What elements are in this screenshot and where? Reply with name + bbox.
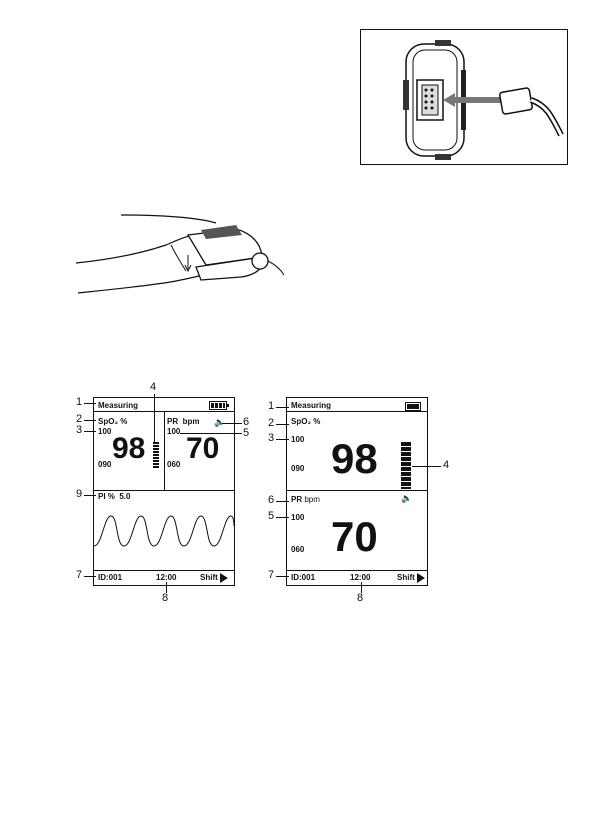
right-display xyxy=(286,397,428,586)
spo2-low-limit: 090 xyxy=(98,460,112,469)
patient-id: ID:001 xyxy=(291,573,316,582)
mid-divider xyxy=(94,490,234,491)
pr-high-limit: 100 xyxy=(167,427,181,436)
connector-illustration xyxy=(360,29,568,165)
callout-9-line xyxy=(84,495,96,496)
finger-probe-illustration xyxy=(76,205,286,300)
spo2-high-limit: 100 xyxy=(291,435,305,444)
callout-6: 6 xyxy=(243,416,250,428)
pr-unit: bpm xyxy=(304,495,320,504)
callout-3-line xyxy=(276,439,289,440)
callout-1: 1 xyxy=(268,400,275,412)
patient-id: ID:001 xyxy=(98,573,123,582)
pi-label-text: PI % xyxy=(98,492,115,501)
callout-8: 8 xyxy=(357,592,364,604)
battery-icon xyxy=(405,402,421,411)
spo2-value: 98 xyxy=(331,435,378,482)
play-arrow-icon xyxy=(220,573,228,583)
hand-with-sensor-drawing xyxy=(76,205,286,300)
callout-2-line xyxy=(276,424,289,425)
callout-5-line xyxy=(180,433,242,434)
pleth-waveform xyxy=(94,506,234,566)
spo2-label: SpO₂ % xyxy=(291,417,321,426)
pr-low-limit: 060 xyxy=(291,545,305,554)
shift-button[interactable] xyxy=(200,573,228,583)
callout-1: 1 xyxy=(76,396,83,408)
callout-7-line xyxy=(84,576,96,577)
pr-value: 70 xyxy=(186,432,220,465)
callout-5: 5 xyxy=(243,427,250,439)
callout-1-line xyxy=(276,407,289,408)
callout-7-line xyxy=(276,576,289,577)
callout-3: 3 xyxy=(76,424,83,436)
vertical-divider xyxy=(164,411,165,490)
status-text: Measuring xyxy=(291,401,332,410)
callout-2: 2 xyxy=(268,417,275,429)
status-text: Measuring xyxy=(98,401,139,410)
shift-label: Shift xyxy=(200,573,218,583)
callout-1-line xyxy=(84,403,96,404)
clock-time: 12:00 xyxy=(156,573,177,582)
pulse-bar-graph xyxy=(401,442,411,489)
callout-7: 7 xyxy=(76,569,83,581)
probe-connector-drawing xyxy=(361,30,567,164)
callout-8: 8 xyxy=(162,592,169,604)
callout-6: 6 xyxy=(268,494,275,506)
callout-3-line xyxy=(84,431,96,432)
pr-value: 70 xyxy=(331,513,378,560)
pr-label xyxy=(167,417,199,426)
speaker-icon: 🔈 xyxy=(214,417,226,427)
callout-6-line xyxy=(222,423,242,424)
pr-unit: bpm xyxy=(182,417,200,426)
callout-2-line xyxy=(84,420,96,421)
spo2-high-limit: 100 xyxy=(98,427,112,436)
shift-label: Shift xyxy=(397,573,415,583)
callout-5-line xyxy=(276,517,289,518)
pi-label xyxy=(98,492,130,501)
callout-6-line xyxy=(276,501,289,502)
callout-2: 2 xyxy=(76,413,83,425)
callout-7: 7 xyxy=(268,569,275,581)
mid-divider xyxy=(287,490,427,491)
pr-low-limit: 060 xyxy=(167,460,181,469)
pi-value: 5.0 xyxy=(119,492,131,501)
shift-button[interactable] xyxy=(397,573,425,583)
pr-label-text: PR xyxy=(167,417,179,426)
header-divider xyxy=(287,411,427,412)
callout-4-line xyxy=(154,394,155,442)
speaker-icon: 🔈 xyxy=(401,493,413,503)
footer-divider xyxy=(94,570,234,571)
pr-label-text: PR xyxy=(291,495,303,504)
spo2-label: SpO₂ % xyxy=(98,417,128,426)
clock-time: 12:00 xyxy=(350,573,371,582)
battery-icon xyxy=(209,401,227,410)
left-display xyxy=(93,397,235,586)
spo2-low-limit: 090 xyxy=(291,464,305,473)
play-arrow-icon xyxy=(417,573,425,583)
callout-4-line xyxy=(412,466,441,467)
pulse-bar-graph xyxy=(153,442,159,468)
callout-5: 5 xyxy=(268,510,275,522)
spo2-value: 98 xyxy=(112,432,146,465)
pr-label xyxy=(291,495,320,504)
callout-9: 9 xyxy=(76,488,83,500)
callout-4: 4 xyxy=(150,381,157,393)
pr-high-limit: 100 xyxy=(291,513,305,522)
footer-divider xyxy=(287,570,427,571)
callout-4: 4 xyxy=(443,459,450,471)
callout-3: 3 xyxy=(268,432,275,444)
